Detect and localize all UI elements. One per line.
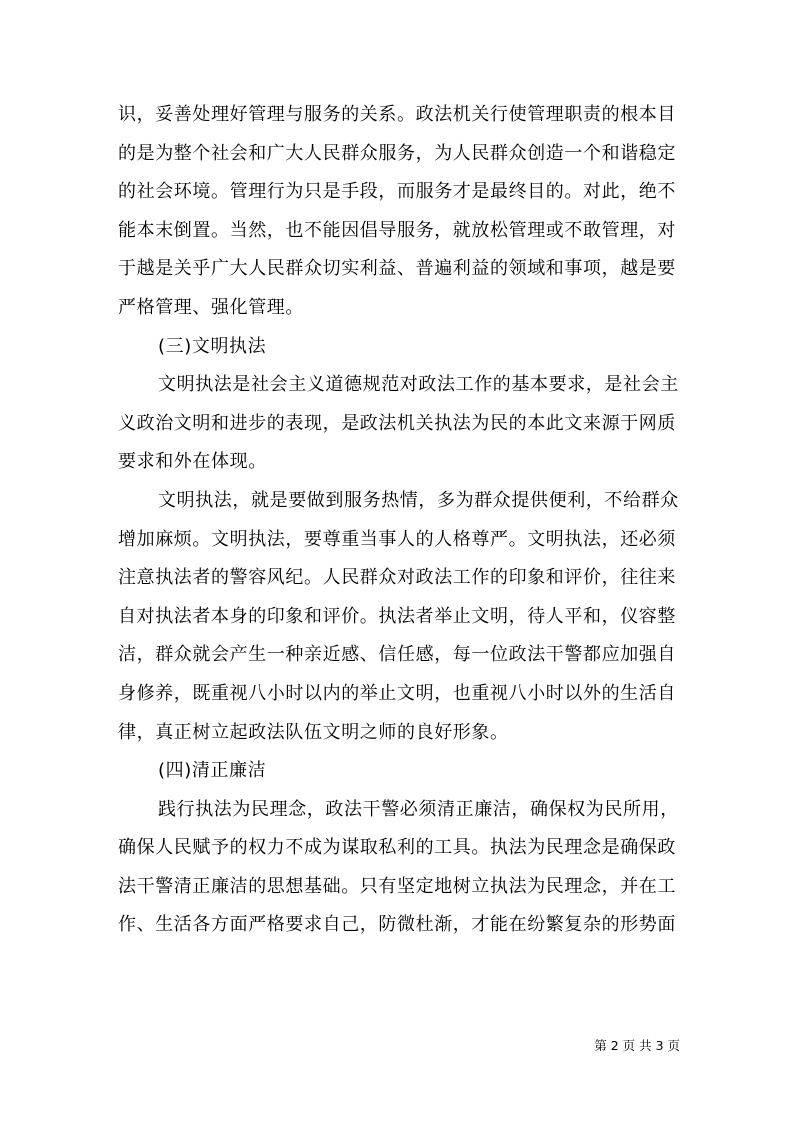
body-text (118, 96, 678, 945)
text-line: 要求和外在体现。 (118, 451, 267, 473)
text-line: 洁，群众就会产生一种亲近感、信任感，每一位政法干警都应加强自 (118, 644, 676, 666)
text-line: 文明执法，就是要做到服务热情，多为群众提供便利，不给群众 (158, 489, 679, 511)
text-line: 身修养，既重视八小时以内的举止文明，也重视八小时以外的生活自 (118, 682, 676, 704)
text-line: 文明执法是社会主义道德规范对政法工作的基本要求，是社会主 (158, 374, 679, 396)
text-line: 于越是关乎广大人民群众切实利益、普遍利益的领域和事项，越是要 (118, 258, 676, 280)
text-line: 的社会环境。管理行为只是手段，而服务才是最终目的。对此，绝不 (118, 181, 676, 203)
text-line: 增加麻烦。文明执法，要尊重当事人的人格尊严。文明执法，还必须 (118, 528, 676, 550)
text-line: 能本末倒置。当然，也不能因倡导服务，就放松管理或不敢管理，对 (118, 219, 676, 241)
text-line: 自对执法者本身的印象和评价。执法者举止文明，待人平和，仪容整 (118, 605, 676, 627)
text-line: 的是为整个社会和广大人民群众服务，为人民群众创造一个和谐稳定 (118, 142, 676, 164)
section-heading: (四)清正廉洁 (158, 760, 267, 782)
text-line: 严格管理、强化管理。 (118, 296, 304, 318)
text-line: 注意执法者的警容风纪。人民群众对政法工作的印象和评价，往往来 (118, 567, 676, 589)
text-line: 作、生活各方面严格要求自己，防微杜渐，才能在纷繁复杂的形势面 (118, 914, 676, 936)
text-line: 法干警清正廉洁的思想基础。只有坚定地树立执法为民理念，并在工 (118, 875, 676, 897)
text-line: 义政治文明和进步的表现，是政法机关执法为民的本此文来源于网质 (118, 412, 676, 434)
section-heading: (三)文明执法 (158, 335, 267, 357)
text-line: 践行执法为民理念，政法干警必须清正廉洁，确保权为民所用， (158, 798, 679, 820)
text-line: 识，妥善处理好管理与服务的关系。政法机关行使管理职责的根本目 (118, 104, 676, 125)
text-line: 律，真正树立起政法队伍文明之师的良好形象。 (118, 721, 509, 743)
text-line: 确保人民赋予的权力不成为谋取私利的工具。执法为民理念是确保政 (118, 837, 676, 859)
page-number-footer: 第 2 页 共 3 页 (594, 1038, 680, 1053)
